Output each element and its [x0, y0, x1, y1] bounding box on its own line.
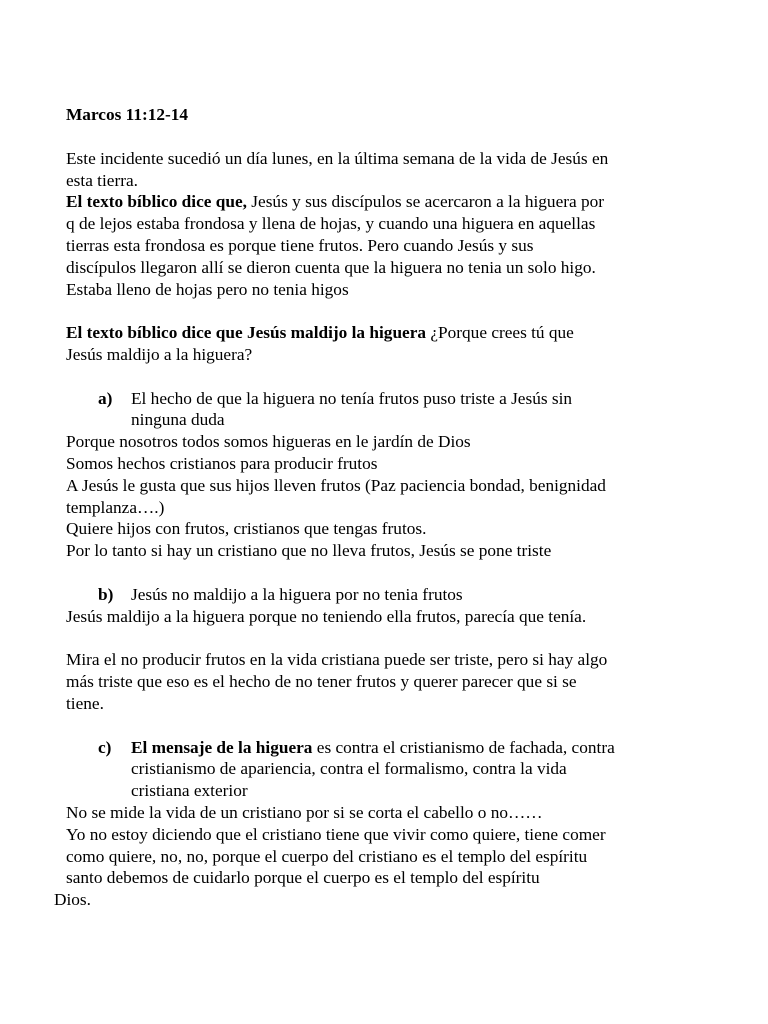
- block-c-line-4: santo debemos de cuidarlo porque el cuerpo es el templo del espíritu: [66, 868, 540, 887]
- para3-line-2: más triste que eso es el hecho de no tener frutos y querer parecer que si se: [66, 672, 577, 691]
- block-a-line-2: Somos hechos cristianos para producir frutos: [66, 454, 378, 473]
- para2-line-1: [66, 322, 574, 344]
- block-a-line-5: Quiere hijos con frutos, cristianos que tengas frutos.: [66, 519, 427, 538]
- item-a-line-2: ninguna duda: [131, 410, 225, 429]
- block-a-line-1: Porque nosotros todos somos higueras en le jardín de Dios: [66, 432, 471, 451]
- item-c-bold-lead: El mensaje de la higuera: [131, 738, 313, 757]
- item-a-marker: a): [98, 389, 113, 408]
- item-c-line-1-rest: es contra el cristianismo de fachada, contra: [312, 738, 615, 757]
- para1-bold-lead: El texto bíblico dice que,: [66, 192, 247, 211]
- block-c-line-1: No se mide la vida de un cristiano por si se corta el cabello o no……: [66, 803, 543, 822]
- para3-line-3: tiene.: [66, 694, 104, 713]
- block-b-line-1: Jesús maldijo a la higuera porque no teniendo ella frutos, parecía que tenía.: [66, 607, 587, 626]
- item-b-marker: b): [98, 585, 114, 604]
- item-c-line-1: [131, 737, 615, 759]
- para2-bold-lead: El texto bíblico dice que Jesús maldijo la higuera: [66, 323, 427, 342]
- para1-line-4: discípulos llegaron allí se dieron cuenta que la higuera no tenia un solo higo.: [66, 258, 596, 277]
- para1-line-1: [66, 191, 604, 213]
- para1-line-2: q de lejos estaba frondosa y llena de hojas, y cuando una higuera en aquellas: [66, 214, 596, 233]
- para1-line-3: tierras esta frondosa es porque tiene frutos. Pero cuando Jesús y sus: [66, 236, 534, 255]
- item-c-line-2: cristianismo de apariencia, contra el formalismo, contra la vida: [131, 759, 567, 778]
- block-a-line-4: templanza….): [66, 498, 165, 517]
- para3-line-1: Mira el no producir frutos en la vida cristiana puede ser triste, pero si hay algo: [66, 650, 608, 669]
- block-a-line-3: A Jesús le gusta que sus hijos lleven frutos (Paz paciencia bondad, benignidad: [66, 476, 606, 495]
- item-a-line-1: El hecho de que la higuera no tenía frutos puso triste a Jesús sin: [131, 389, 573, 408]
- para1-line-1-rest: Jesús y sus discípulos se acercaron a la higuera por: [246, 192, 605, 211]
- intro-line-2: esta tierra.: [66, 171, 138, 190]
- para1-line-5: Estaba lleno de hojas pero no tenia higos: [66, 280, 349, 299]
- item-b-line-1: Jesús no maldijo a la higuera por no tenia frutos: [131, 585, 463, 604]
- item-c-line-3: cristiana exterior: [131, 781, 248, 800]
- document-heading: [66, 104, 188, 126]
- block-a-line-6: Por lo tanto si hay un cristiano que no lleva frutos, Jesús se pone triste: [66, 541, 552, 560]
- block-c-line-3: como quiere, no, no, porque el cuerpo del cristiano es el templo del espíritu: [66, 847, 588, 866]
- para2-line-1-rest: ¿Porque crees tú que: [426, 323, 574, 342]
- block-c-line-5: Dios.: [54, 890, 91, 909]
- para2-line-2: Jesús maldijo a la higuera?: [66, 345, 253, 364]
- heading-text: Marcos 11:12-14: [66, 105, 189, 124]
- block-c-line-2: Yo no estoy diciendo que el cristiano tiene que vivir como quiere, tiene comer: [66, 825, 606, 844]
- intro-line-1: Este incidente sucedió un día lunes, en la última semana de la vida de Jesús en: [66, 149, 609, 168]
- item-c-marker: c): [98, 738, 112, 757]
